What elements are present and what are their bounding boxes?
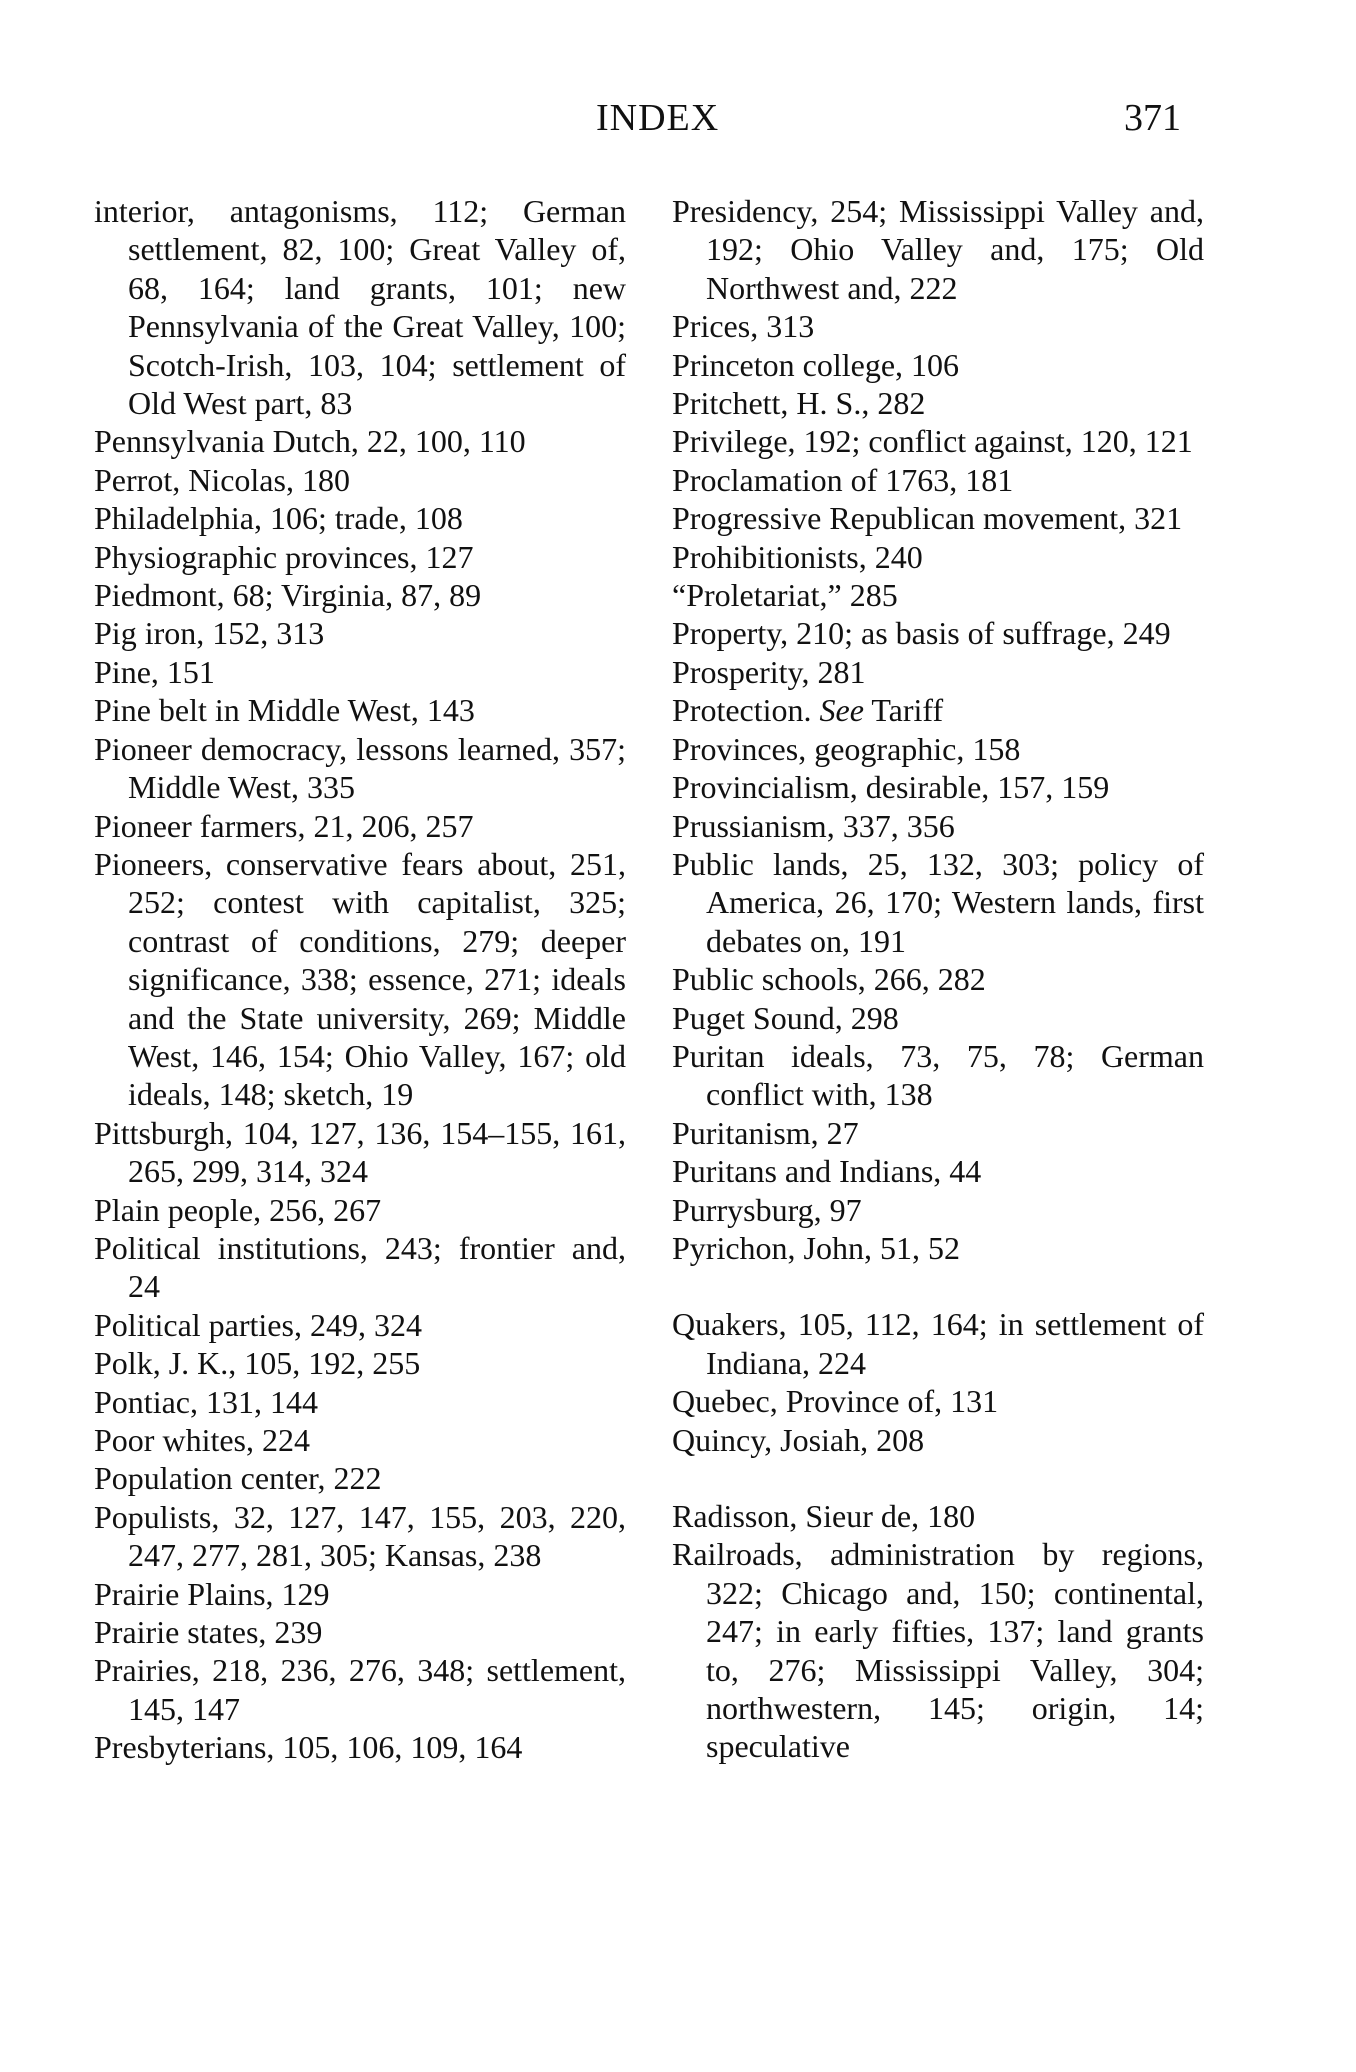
index-entry: Prosperity, 281 xyxy=(672,653,866,690)
index-entry: Puritan ideals, 73, 75, 78; German conflict with, 138 xyxy=(672,1037,1204,1113)
running-head: INDEX xyxy=(596,97,720,139)
index-entry: Provinces, geographic, 158 xyxy=(672,730,1021,767)
index-entry: Presidency, 254; Mississippi Valley and, 192; Ohio Valley and, 175; Old Northwest and, 222 xyxy=(672,193,1204,306)
see-reference: See xyxy=(819,692,864,729)
index-entry: Proclamation of 1763, 181 xyxy=(672,461,1014,498)
index-entry: Prussianism, 337, 356 xyxy=(672,807,955,844)
index-column-left xyxy=(94,192,626,1767)
index-entry: Pioneers, conservative fears about, 251, 252; contest with capitalist, 325; contrast of conditions, 279; deeper significance, 338; essence, 271; ideals and the State university, 269; Middle West, 146, 154; Ohio Valley, 167; old ideals, 148; sketch, 19 xyxy=(94,845,626,1113)
page-header xyxy=(0,96,1356,146)
page-number: 371 xyxy=(1124,97,1181,139)
entry-term: Protection. xyxy=(672,692,812,729)
index-entry: Puget Sound, 298 xyxy=(672,999,899,1036)
index-entry: Puritans and Indians, 44 xyxy=(672,1153,982,1190)
index-entry: Prairies, 218, 236, 276, 348; settlement, 145, 147 xyxy=(94,1652,626,1727)
index-entry-protection xyxy=(672,691,1204,729)
index-entry: Polk, J. K., 105, 192, 255 xyxy=(94,1345,421,1382)
index-entry: Radisson, Sieur de, 180 xyxy=(672,1498,976,1534)
index-entry: Pritchett, H. S., 282 xyxy=(672,385,926,422)
index-entry: Railroads, administration by regions, 322; Chicago and, 150; continental, 247; in early fifties, 137; land grants to, 276; Mississippi Valley, 304; northwestern, 145; origin, 14; speculative xyxy=(672,1536,1204,1765)
index-entry: Pine, 151 xyxy=(94,653,215,690)
index-entry: Piedmont, 68; Virginia, 87, 89 xyxy=(94,577,482,614)
index-entry: Populists, 32, 127, 147, 155, 203, 220, 247, 277, 281, 305; Kansas, 238 xyxy=(94,1498,626,1574)
index-entry: Presbyterians, 105, 106, 109, 164 xyxy=(94,1729,523,1766)
index-entry: Privilege, 192; conflict against, 120, 121 xyxy=(672,423,1193,460)
index-entry: Pig iron, 152, 313 xyxy=(94,615,325,652)
index-entry: Puritanism, 27 xyxy=(672,1114,859,1151)
index-entry: Political institutions, 243; frontier and, 24 xyxy=(94,1229,626,1305)
index-entry: Purrysburg, 97 xyxy=(672,1191,862,1228)
index-entry: Pittsburgh, 104, 127, 136, 154–155, 161, 265, 299, 314, 324 xyxy=(94,1114,626,1190)
index-entry: Quakers, 105, 112, 164; in settlement of Indiana, 224 xyxy=(672,1306,1204,1381)
index-entry: Pontiac, 131, 144 xyxy=(94,1383,318,1420)
index-entry: Property, 210; as basis of suffrage, 249 xyxy=(672,615,1171,652)
index-entry: Provincialism, desirable, 157, 159 xyxy=(672,769,1110,806)
index-entry: Perrot, Nicolas, 180 xyxy=(94,461,350,498)
cross-reference-target: Tariff xyxy=(871,692,944,729)
index-entry: Princeton college, 106 xyxy=(672,346,960,383)
index-entry: Prairie Plains, 129 xyxy=(94,1575,330,1612)
index-entry: Public schools, 266, 282 xyxy=(672,961,986,998)
index-column-right xyxy=(672,192,1204,1766)
index-entry: Pine belt in Middle West, 143 xyxy=(94,692,475,729)
index-entry: Philadelphia, 106; trade, 108 xyxy=(94,500,463,537)
index-entry: Prices, 313 xyxy=(672,308,815,345)
index-entry: Quincy, Josiah, 208 xyxy=(672,1421,925,1458)
index-entry: Public lands, 25, 132, 303; policy of America, 26, 170; Western lands, first debates on, 191 xyxy=(672,845,1204,959)
index-entry: Prairie states, 239 xyxy=(94,1614,323,1651)
index-entry: Pioneer farmers, 21, 206, 257 xyxy=(94,807,474,844)
index-entry: interior, antagonisms, 112; German settlement, 82, 100; Great Valley of, 68, 164; land grants, 101; new Pennsylvania of the Great Valley, 100; Scotch-Irish, 103, 104; settlement of Old West part, 83 xyxy=(94,193,626,422)
index-entry: Quebec, Province of, 131 xyxy=(672,1383,999,1420)
index-entry: Political parties, 249, 324 xyxy=(94,1306,422,1343)
index-entry: Pennsylvania Dutch, 22, 100, 110 xyxy=(94,423,526,460)
index-entry: Progressive Republican movement, 321 xyxy=(672,500,1183,537)
index-entry: Pioneer democracy, lessons learned, 357; Middle West, 335 xyxy=(94,730,626,806)
index-entry: Pyrichon, John, 51, 52 xyxy=(672,1229,960,1266)
index-entry: Plain people, 256, 267 xyxy=(94,1191,382,1228)
index-entry: Poor whites, 224 xyxy=(94,1422,310,1458)
index-entry: Physiographic provinces, 127 xyxy=(94,538,474,575)
index-entry: “Proletariat,” 285 xyxy=(672,577,898,614)
index-entry: Prohibitionists, 240 xyxy=(672,538,923,575)
index-entry: Population center, 222 xyxy=(94,1460,382,1497)
